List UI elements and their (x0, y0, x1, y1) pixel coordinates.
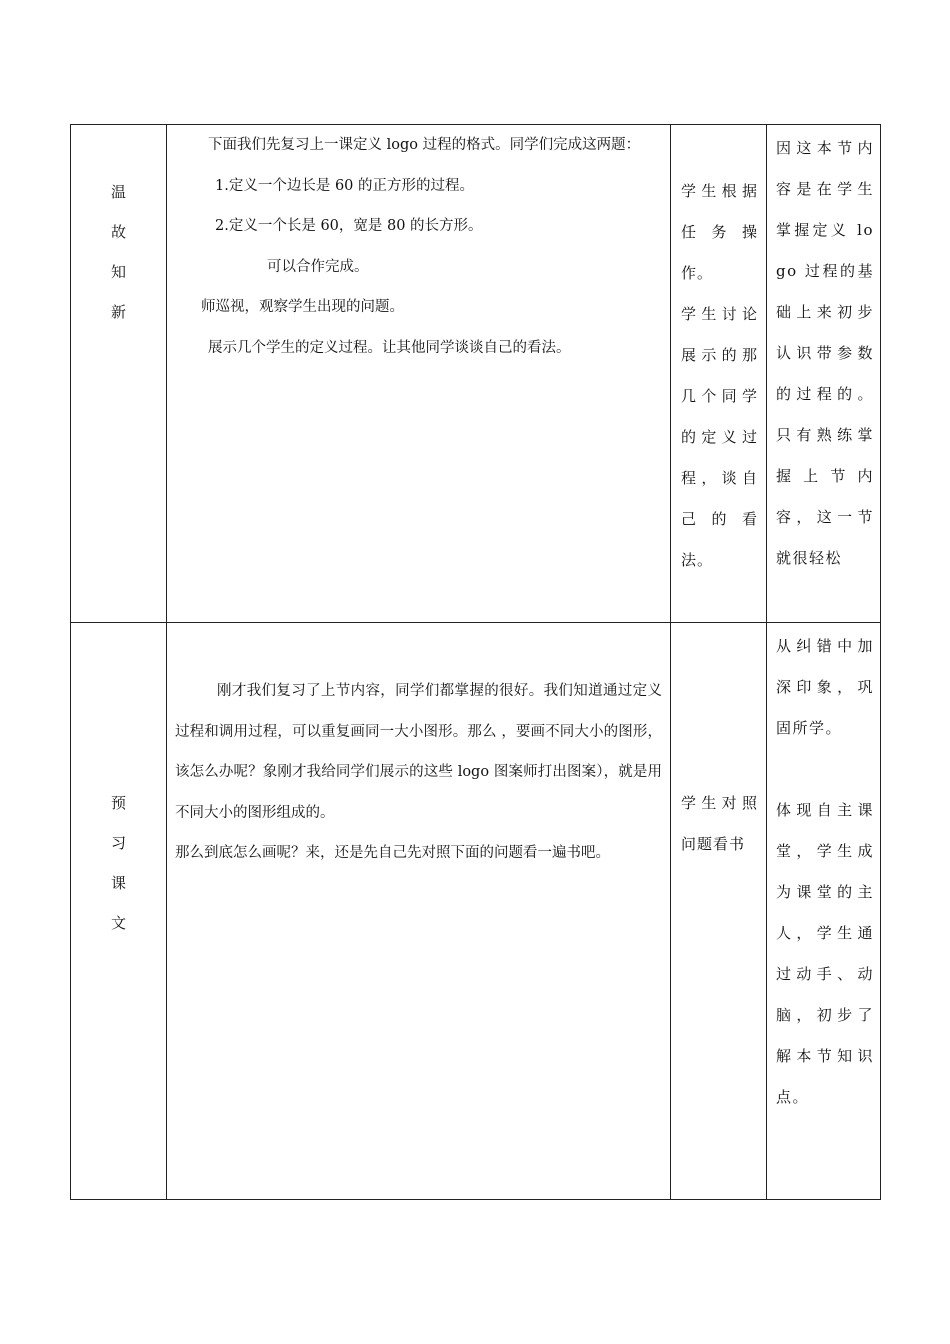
section-label-cell (71, 623, 167, 1200)
task-2: 2.定义一个长是 60，宽是 80 的长方形。 (215, 218, 483, 234)
student-activity-cell (671, 125, 767, 623)
design-intent-cell (767, 623, 881, 1200)
patrol-note: 师巡视，观察学生出现的问题。 (201, 299, 404, 315)
intro-text: 下面我们先复习上一课定义 logo 过程的格式。同学们完成这两题： (208, 137, 641, 153)
label-char: 温 (110, 183, 126, 201)
student-activity-text: 学生根据任务操作。 (681, 182, 758, 282)
label-char: 故 (110, 223, 126, 241)
paragraph-gap (776, 749, 874, 790)
student-activity-review (671, 125, 766, 581)
teacher-activity-review (167, 125, 670, 368)
teacher-activity-cell (167, 623, 671, 1200)
teacher-activity-cell (167, 125, 671, 623)
design-intent-review (767, 125, 880, 579)
section-label-cell (71, 125, 167, 623)
student-activity-text: 学生讨论展示的那几个同学的定义过程，谈自己的看法。 (681, 305, 758, 569)
design-intent-text: 因这本节内容是在学生掌握定义 logo 过程的基础上来初步认识带参数的过程的。只有熟练掌握上节内容，这一节就很轻松 (776, 139, 874, 567)
label-char: 知 (110, 263, 126, 281)
lesson-plan-table (70, 124, 881, 1200)
label-char: 课 (110, 874, 126, 892)
design-intent-text: 从纠错中加深印象，巩固所学。 (776, 637, 874, 737)
label-char: 文 (110, 914, 126, 932)
preview-paragraph-1: 刚才我们复习了上节内容，同学们都掌握的很好。我们知道通过定义过程和调用过程，可以重复画同一大小图形。那么 ，要画不同大小的图形，该怎么办呢？象刚才我给同学们展示的这些 logo 图案师打出图案），就是用不同大小的图形组成的。 (175, 683, 662, 821)
section-label-review (71, 125, 166, 332)
student-activity-preview (671, 623, 766, 865)
design-intent-preview (767, 623, 880, 1118)
cooperation-note: 可以合作完成。 (267, 258, 369, 275)
label-char: 习 (110, 834, 126, 852)
design-intent-text: 体现自主课堂，学生成为课堂的主人，学生通过动手、动脑，初步了解本节知识点。 (776, 801, 874, 1106)
section-label-preview (71, 623, 166, 943)
student-activity-text: 学生对照问题看书 (681, 794, 758, 853)
table-row-review (71, 125, 881, 623)
show-note: 展示几个学生的定义过程。让其他同学谈谈自己的看法。 (208, 339, 571, 356)
preview-paragraph-2: 那么到底怎么画呢？来，还是先自己先对照下面的问题看一遍书吧。 (175, 845, 610, 861)
student-activity-cell (671, 623, 767, 1200)
table-row-preview (71, 623, 881, 1200)
teacher-activity-preview (167, 623, 670, 874)
label-char: 新 (110, 303, 126, 321)
label-char: 预 (110, 794, 126, 812)
design-intent-cell (767, 125, 881, 623)
task-1: 1.定义一个边长是 60 的正方形的过程。 (215, 177, 475, 194)
